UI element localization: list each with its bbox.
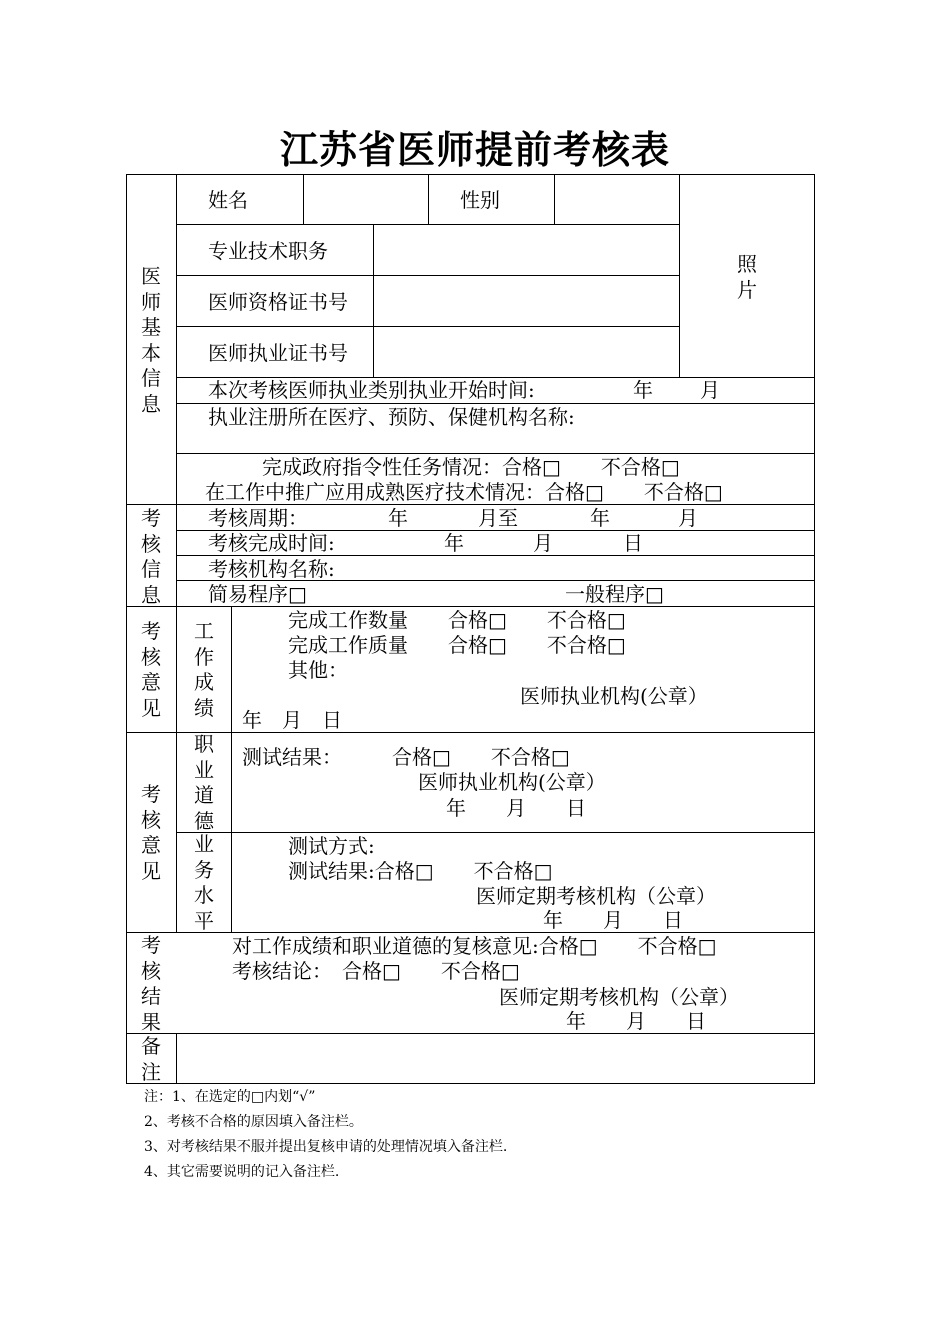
note-line: 2、考核不合格的原因填入备注栏。 [144, 1114, 363, 1130]
completion-month: 月 [533, 531, 553, 555]
sublabel-professional-ethics: 职业道德 [194, 732, 214, 833]
work-seal-label: 医师执业机构(公章） [520, 684, 708, 708]
work-quality-line: 完成工作质量 合格□ 不合格□ [288, 633, 626, 657]
row-divider [176, 403, 815, 404]
conclusion-line: 考核结论： 合格□ 不合格□ [232, 959, 520, 983]
completion-time-label: 考核完成时间: [208, 531, 335, 555]
skill-result-line: 测试结果:合格□ 不合格□ [288, 859, 553, 883]
period-month-2: 月 [678, 506, 698, 530]
row-divider [176, 453, 815, 454]
assessment-agency-label: 考核机构名称: [208, 557, 335, 581]
sublabel-professional-skill: 业务水平 [194, 832, 214, 933]
row-divider [176, 224, 680, 225]
table-top-border [126, 174, 815, 175]
period-year-2: 年 [590, 506, 610, 530]
section-label-assessment-info: 考核信息 [141, 506, 161, 607]
simple-procedure-option: 简易程序□ [208, 582, 307, 606]
cell-divider [554, 174, 555, 224]
section-label-opinion-work: 考核意见 [141, 619, 161, 720]
photo-placeholder-label: 照片 [737, 252, 757, 302]
note-line: 注：1、在选定的□内划“√” [144, 1089, 316, 1105]
tech-promotion-line: 在工作中推广应用成熟医疗技术情况：合格□ 不合格□ [205, 480, 723, 504]
section-label-remarks: 备注 [141, 1034, 161, 1084]
label-column-divider [176, 174, 177, 932]
assessment-period-label: 考核周期： [208, 506, 308, 530]
section-divider [126, 606, 815, 607]
skill-method-label: 测试方式: [288, 834, 375, 858]
section-label-basic-info: 医师基本信息 [141, 264, 161, 416]
period-month-to: 月至 [478, 506, 518, 530]
professional-title-label: 专业技术职务 [208, 239, 328, 263]
form-title: 江苏省医师提前考核表 [279, 127, 670, 172]
result-seal-label: 医师定期考核机构（公章） [499, 985, 739, 1009]
remarks-column-divider [176, 1033, 177, 1083]
ethics-date-line: 年 月 日 [446, 796, 586, 820]
table-bottom-border [126, 1083, 815, 1084]
ethics-seal-label: 医师执业机构(公章） [418, 770, 606, 794]
work-quantity-line: 完成工作数量 合格□ 不合格□ [288, 608, 626, 632]
sublabel-column-divider [231, 606, 232, 932]
completion-day: 日 [623, 531, 643, 555]
practice-start-year: 年 [633, 378, 653, 402]
period-year-1: 年 [388, 506, 408, 530]
row-divider [176, 555, 815, 556]
section-divider [126, 1033, 815, 1034]
gender-label: 性别 [460, 188, 500, 212]
section-label-result: 考核结果 [141, 933, 161, 1034]
row-divider [176, 275, 680, 276]
practice-start-label: 本次考核医师执业类别执业开始时间: [208, 378, 535, 402]
section-divider [126, 732, 815, 733]
result-date-line: 年 月 日 [566, 1009, 706, 1033]
table-left-border [126, 174, 127, 1083]
note-line: 4、其它需要说明的记入备注栏. [144, 1164, 340, 1180]
name-label: 姓名 [208, 188, 248, 212]
review-opinion-line: 对工作成绩和职业道德的复核意见:合格□ 不合格□ [232, 934, 717, 958]
general-procedure-option: 一般程序□ [565, 582, 664, 606]
sublabel-work-performance: 工作成绩 [194, 619, 214, 720]
practice-start-month: 月 [700, 378, 720, 402]
table-right-border [814, 174, 815, 1083]
qualification-certificate-label: 医师资格证书号 [208, 290, 348, 314]
section-divider [126, 504, 815, 505]
note-line: 3、对考核结果不服并提出复核申请的处理情况填入备注栏. [144, 1139, 508, 1155]
cell-divider [428, 174, 429, 224]
ethics-result-line: 测试结果： 合格□ 不合格□ [242, 745, 570, 769]
row-divider [176, 326, 680, 327]
skill-date-line: 年 月 日 [543, 908, 683, 932]
practice-license-label: 医师执业证书号 [208, 341, 348, 365]
cell-divider [303, 174, 304, 224]
section-divider [126, 932, 815, 933]
section-label-opinion-ethics: 考核意见 [141, 782, 161, 883]
work-date-line: 年 月 日 [242, 708, 342, 732]
row-divider [176, 832, 815, 833]
photo-column-divider [679, 174, 680, 377]
skill-seal-label: 医师定期考核机构（公章） [476, 884, 716, 908]
cell-divider [373, 224, 374, 377]
institution-name-label: 执业注册所在医疗、预防、保健机构名称: [208, 405, 575, 429]
completion-year: 年 [444, 531, 464, 555]
gov-task-line: 完成政府指令性任务情况：合格□ 不合格□ [262, 455, 680, 479]
work-other-label: 其他： [288, 658, 348, 682]
